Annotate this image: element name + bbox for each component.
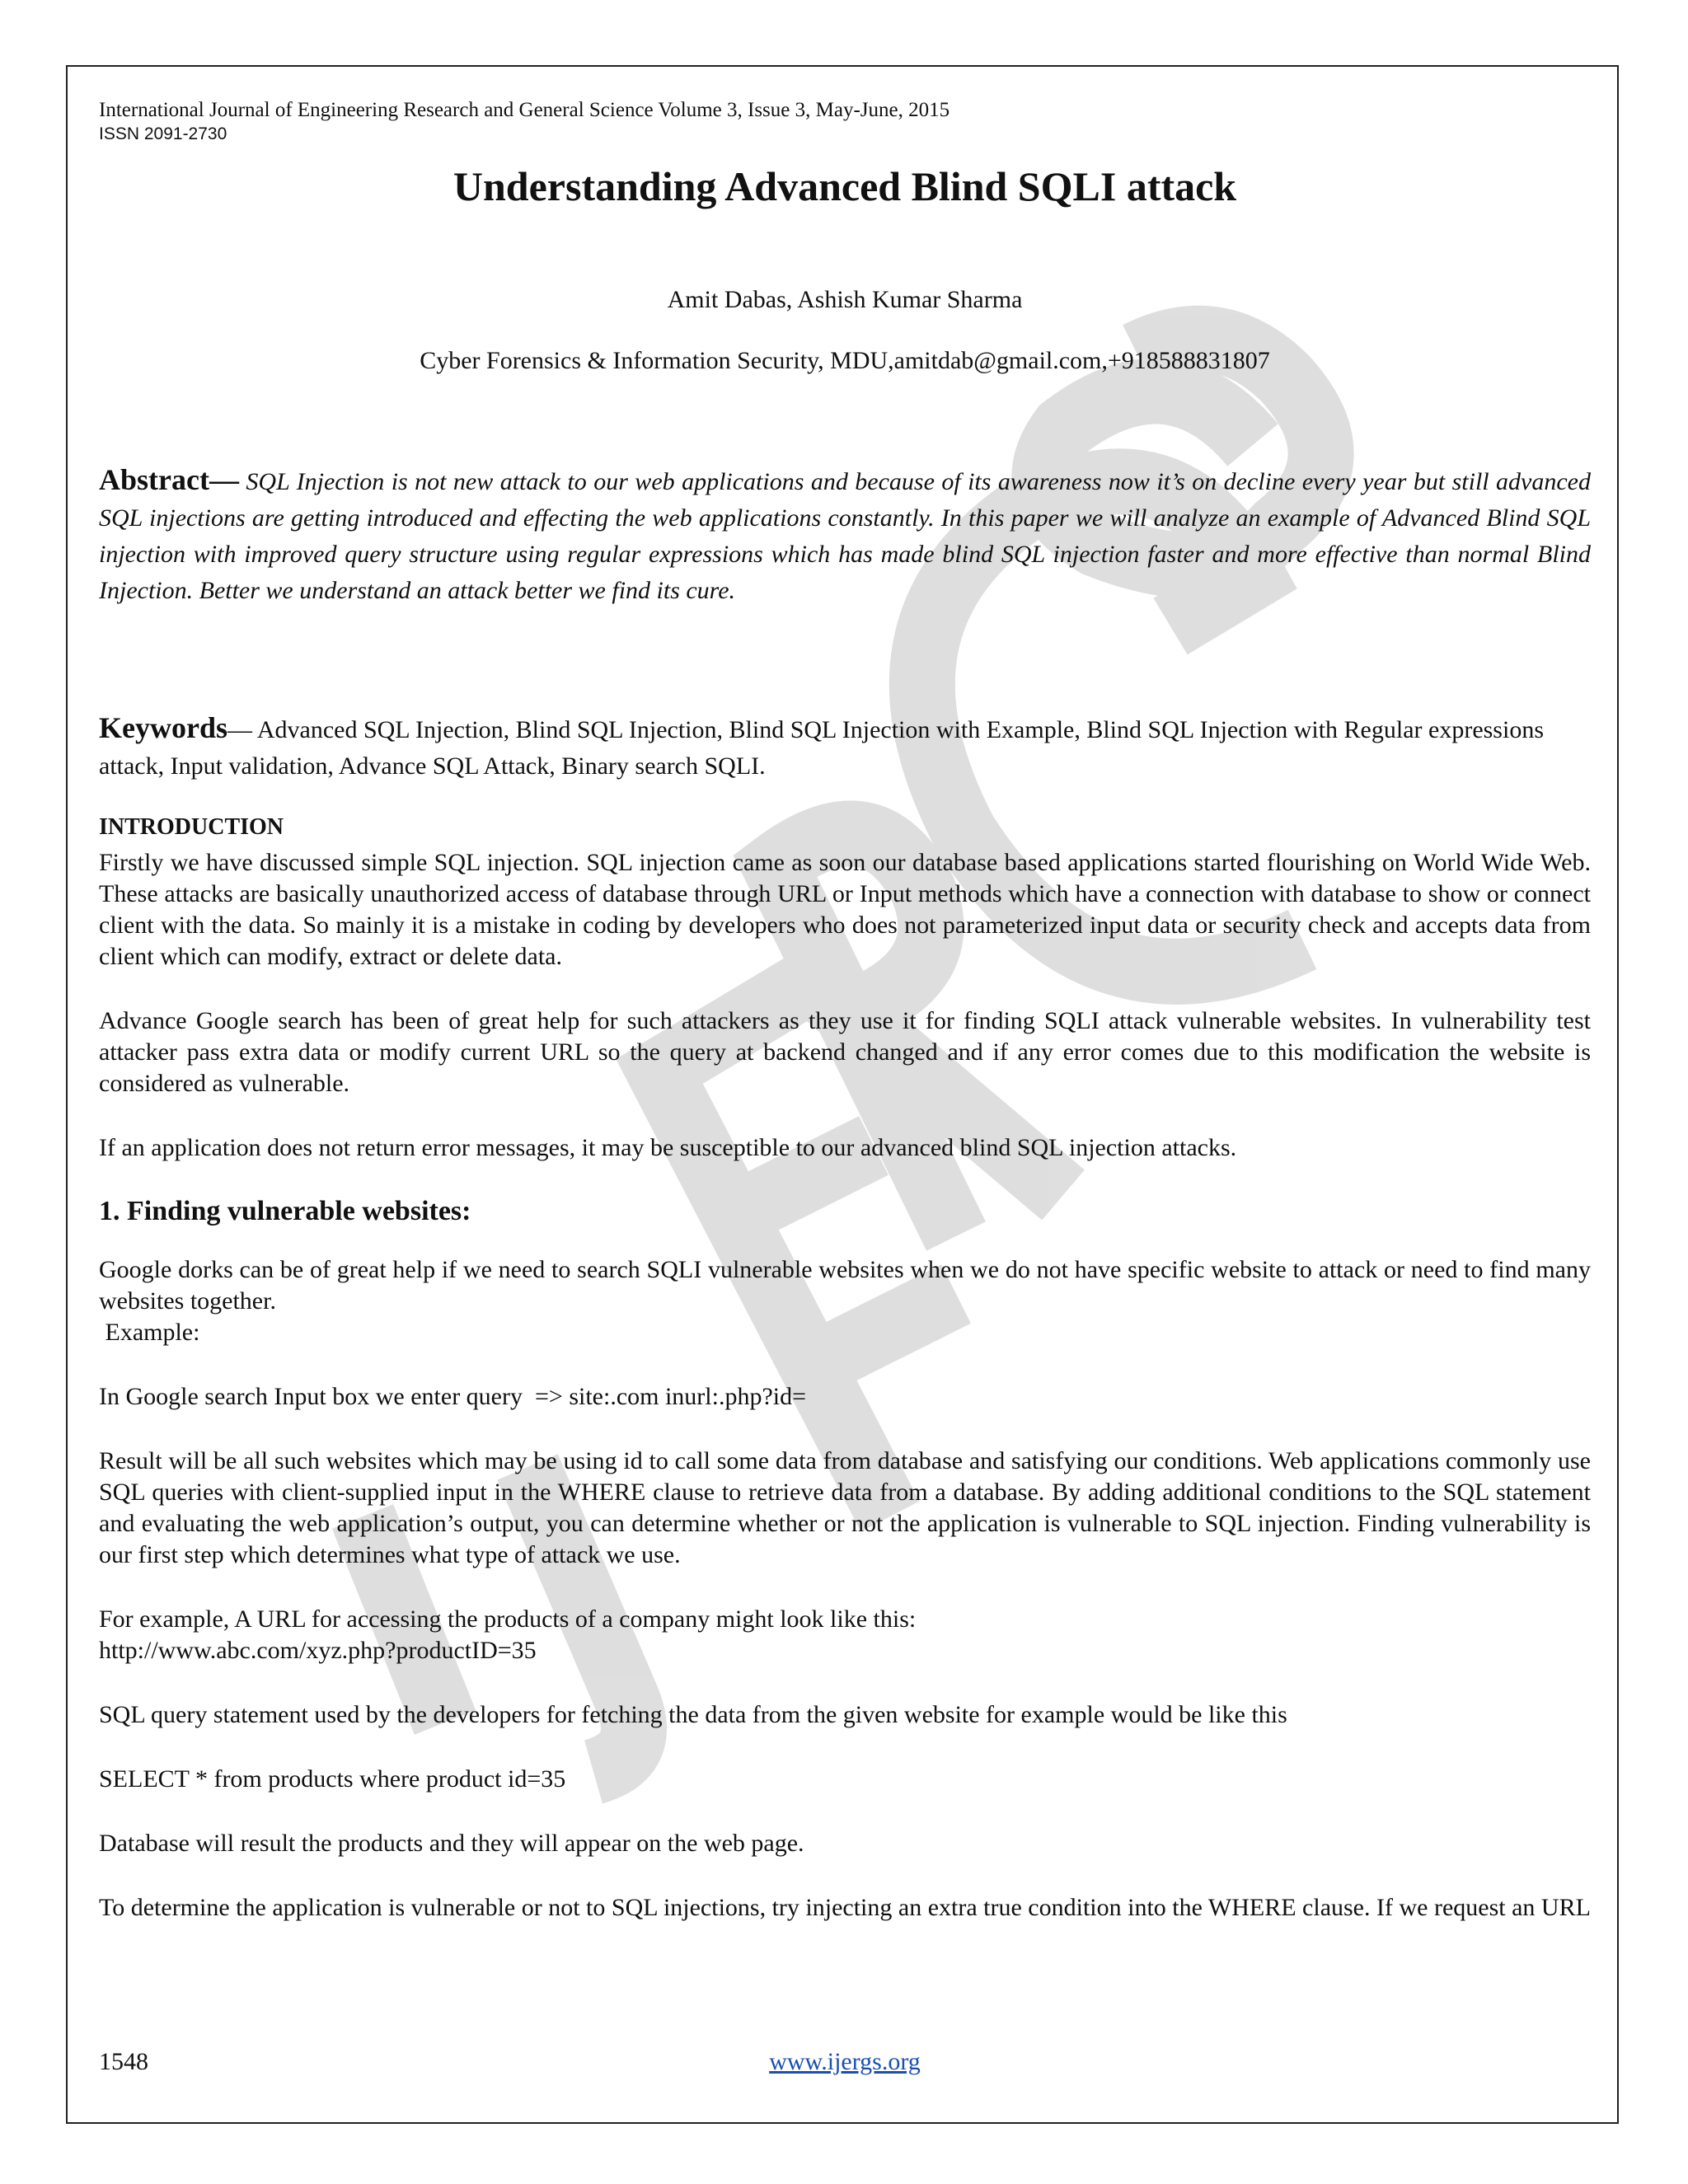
keywords-text: — Advanced SQL Injection, Blind SQL Injection, Blind SQL Injection with Example, Blind SQL Injection with Regular expressions attack, Input validation, Advance SQL Attack, Binary search SQLI. (99, 716, 1544, 780)
sql-statement-intro: SQL query statement used by the developers for fetching the data from the given website for example would be like this (99, 1701, 1287, 1728)
page-number: 1548 (99, 2048, 148, 2075)
intro-paragraph-2: Advance Google search has been of great help for such attackers as they use it for finding SQLI attack vulnerable websites. In vulnerability test attacker pass extra data or modify current URL so the query at backend changed and if any error comes due to this modification the website is considered as vulnerable. (99, 1007, 1591, 1097)
affiliation: Cyber Forensics & Information Security, MDU,amitdab@gmail.com,+918588831807 (420, 347, 1270, 374)
abstract-text: SQL Injection is not new attack to our web applications and because of its awareness now it’s on decline every year but still advanced SQL injections are getting introduced and effecting the web applications constantly. In this paper we will analyze an example of Advanced Blind SQL injection with improved query structure using regular expressions which has made blind SQL injection faster and more effective than normal Blind Injection. Better we understand an attack better we find its cure. (99, 468, 1591, 604)
website-link[interactable]: www.ijergs.org (769, 2048, 921, 2075)
authors: Amit Dabas, Ashish Kumar Sharma (667, 286, 1023, 313)
page-footer (99, 2048, 1591, 2081)
keywords (99, 710, 1591, 785)
keywords-label: Keywords (99, 711, 227, 744)
intro-paragraph-1: Firstly we have discussed simple SQL injection. SQL injection came as soon our database based applications started flourishing on World Wide Web. These attacks are basically unauthorized access of database through URL or Input methods which have a connection with database to show or connect client with the data. So mainly it is a mistake in coding by developers who does not parameterized input data or security check and accepts data from client which can modify, extract or delete data. (99, 849, 1591, 970)
sql-statement: SELECT * from products where product id=35 (99, 1765, 566, 1793)
section-1-paragraph-1: Google dorks can be of great help if we need to search SQLI vulnerable websites when we do not have specific website to attack or need to find many websites together. (99, 1256, 1591, 1315)
section-1-paragraph-2: Result will be all such websites which may be using id to call some data from database and satisfying our conditions. Web applications commonly use SQL queries with client-supplied input in the WHERE clause to retrieve data from a database. By adding additional conditions to the SQL statement and evaluating the web application’s output, you can determine whether or not the application is vulnerable to SQL injection. Finding vulnerability is our first step which determines what type of attack we use. (99, 1447, 1591, 1568)
paper-title: Understanding Advanced Blind SQLI attack (452, 163, 1237, 209)
example-label: Example: (99, 1319, 200, 1346)
section-1-heading: 1. Finding vulnerable websites: (99, 1196, 471, 1226)
paper-content (99, 97, 1591, 1924)
journal-header: International Journal of Engineering Research and General Science Volume 3, Issue 3, May-June, 2015 (99, 99, 950, 121)
introduction-heading: INTRODUCTION (99, 814, 284, 840)
result-description: Database will result the products and they will appear on the web page. (99, 1830, 804, 1857)
url-example-intro: For example, A URL for accessing the products of a company might look like this: (99, 1605, 917, 1633)
google-query-line: In Google search Input box we enter query => site:.com inurl:.php?id= (99, 1383, 807, 1410)
abstract (99, 462, 1591, 609)
abstract-label: Abstract— (99, 463, 239, 496)
vulnerability-test-paragraph: To determine the application is vulnerable or not to SQL injections, try injecting an extra true condition into the WHERE clause. If we request an URL (99, 1894, 1591, 1921)
issn: ISSN 2091-2730 (99, 124, 227, 143)
url-example: http://www.abc.com/xyz.php?productID=35 (99, 1637, 537, 1664)
intro-paragraph-3: If an application does not return error messages, it may be susceptible to our advanced blind SQL injection attacks. (99, 1134, 1237, 1161)
